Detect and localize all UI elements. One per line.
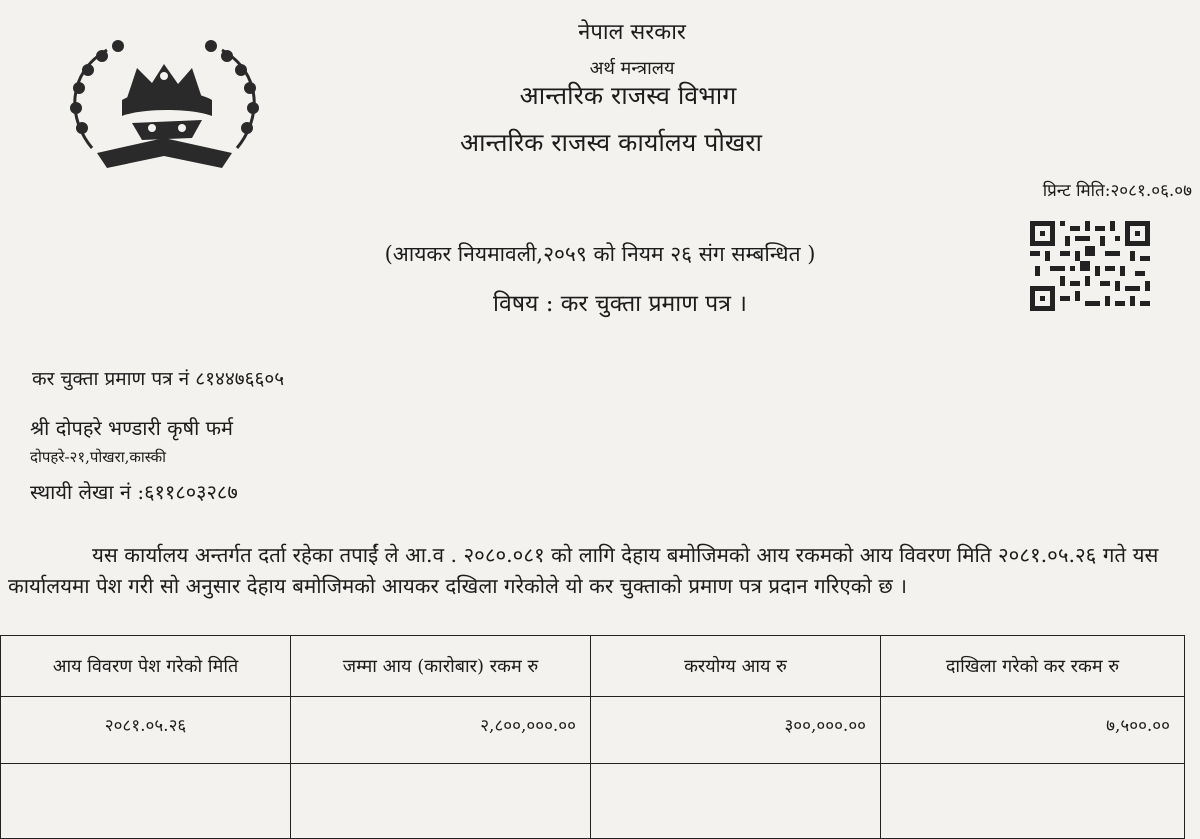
table-cell: २०८१.०५.२६ <box>1 697 291 764</box>
table-cell: २,८००,०००.०० <box>291 697 591 764</box>
table-header-cell: जम्मा आय (कारोबार) रकम रु <box>291 636 591 697</box>
table-row <box>1 764 1185 839</box>
table-cell <box>881 764 1185 839</box>
table-header-cell: करयोग्य आय रु <box>591 636 881 697</box>
tax-table <box>0 635 1185 839</box>
body-text: यस कार्यालय अन्तर्गत दर्ता रहेका तपाईं ले आ.व . २०८०.०८१ को लागि देहाय बमोजिमको आय रकमको आय विवरण मिति २०८१.०५.२६ गते यस कार्यालयमा पेश गरी सो अनुसार देहाय बमोजिमको आयकर दखिला गरेकोले यो कर चुक्ताको प्रमाण पत्र प्रदान गरिएको छ । <box>8 543 1159 598</box>
recipient-name: श्री दोपहरे भण्डारी कृषी फर्म <box>30 416 234 440</box>
table-cell <box>591 764 881 839</box>
table-row <box>1 697 1185 764</box>
table-cell: ३००,०००.०० <box>591 697 881 764</box>
pan-number: स्थायी लेखा नं :६११८०३२८७ <box>30 480 238 504</box>
table-cell <box>1 764 291 839</box>
table-header-row <box>1 636 1185 697</box>
body-paragraph <box>8 540 1188 602</box>
table-cell <box>291 764 591 839</box>
table-cell: ७,५००.०० <box>881 697 1185 764</box>
subject-line: विषय : कर चुक्ता प्रमाण पत्र । <box>493 291 747 317</box>
table-header-cell: आय विवरण पेश गरेको मिति <box>1 636 291 697</box>
rule-reference: (आयकर नियमावली,२०५९ को नियम २६ संग सम्बन्धित ) <box>384 242 816 266</box>
table-header-cell: दाखिला गरेको कर रकम रु <box>881 636 1185 697</box>
government-title: नेपाल सरकार <box>578 20 686 45</box>
recipient-address: दोपहरे-२१,पोखरा,कास्की <box>30 448 167 466</box>
ministry-title: अर्थ मन्त्रालय <box>589 58 675 79</box>
department-title: आन्तरिक राजस्व विभाग <box>519 81 737 110</box>
certificate-number: कर चुक्ता प्रमाण पत्र नं ८१४४७६६०५ <box>32 368 285 390</box>
office-title: आन्तरिक राजस्व कार्यालय पोखरा <box>459 128 763 157</box>
print-date: प्रिन्ट मिति:२०८१.०६.०७ <box>1042 181 1192 201</box>
